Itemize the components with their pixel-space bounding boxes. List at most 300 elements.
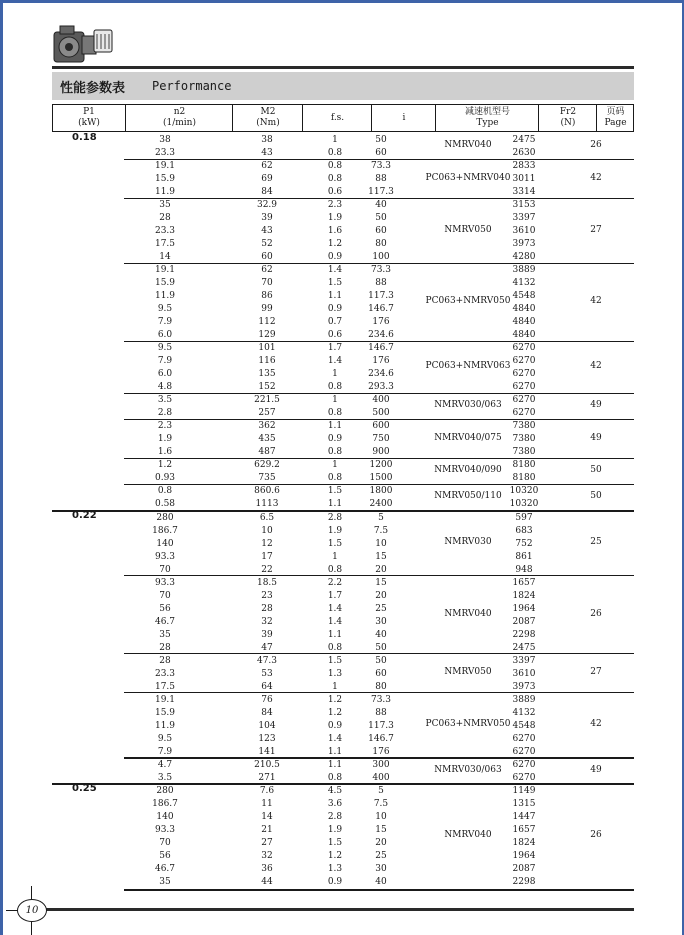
catalog-page: 25 [590,537,602,548]
ratio-cell: 88 [375,174,387,185]
ratio-cell: 25 [375,850,387,861]
fr2-cell: 3397 [512,655,536,666]
fr2-cell: 6270 [512,395,536,406]
m2-cell: 112 [258,317,276,328]
ratio-cell: 40 [375,200,387,211]
n2-cell: 38 [159,135,171,145]
catalog-page: 27 [590,667,602,678]
col-header-fs: f.s. [302,105,372,131]
fs-cell: 1.2 [327,707,343,718]
ratio-cell: 1200 [369,460,393,471]
fs-cell: 1.4 [327,356,343,367]
ratio-cell: 73.3 [370,161,392,172]
fr2-cell: 752 [515,538,533,549]
fs-cell: 0.8 [327,382,343,393]
fr2-cell: 4132 [512,707,536,718]
ratio-cell: 146.7 [368,304,394,315]
power-group-divider [52,510,634,512]
m2-cell: 44 [261,876,273,887]
m2-cell: 69 [261,174,273,185]
m2-cell: 6.5 [259,512,275,523]
ratio-cell: 234.6 [368,330,394,341]
m2-cell: 362 [258,421,276,432]
m2-cell: 221.5 [254,395,280,406]
gearbox-type: NMRV040 [444,140,492,151]
fs-cell: 1.1 [327,291,343,302]
fr2-cell: 4840 [512,330,536,341]
fr2-cell: 3011 [512,174,536,185]
n2-cell: 19.1 [154,265,176,276]
gearbox-type: NMRV030/063 [434,764,502,775]
fr2-cell: 1657 [512,577,536,588]
m2-cell: 36 [261,863,273,874]
fs-cell: 0.6 [327,330,343,341]
fs-cell: 2.2 [327,577,343,588]
m2-cell: 7.6 [259,785,275,796]
n2-cell: 23.3 [154,148,176,159]
fr2-cell: 6270 [512,369,536,380]
ratio-cell: 400 [372,395,390,406]
fr2-cell: 2298 [512,629,536,640]
catalog-page: 50 [590,491,602,502]
gearbox-type: NMRV050 [444,667,492,678]
n2-cell: 70 [159,564,171,575]
ratio-cell: 234.6 [368,369,394,380]
gearbox-type: NMRV050 [444,224,492,235]
ratio-cell: 5 [378,785,384,796]
ratio-cell: 50 [375,135,387,145]
ratio-cell: 73.3 [370,694,392,705]
fr2-cell: 3973 [512,681,536,692]
ratio-cell: 40 [375,629,387,640]
n2-cell: 93.3 [154,577,176,588]
m2-cell: 76 [261,694,273,705]
fs-cell: 0.7 [327,317,343,328]
m2-cell: 43 [261,148,273,159]
fr2-cell: 948 [515,564,533,575]
fs-cell: 1.9 [327,824,343,835]
m2-cell: 18.5 [256,577,278,588]
ratio-cell: 1800 [369,486,393,497]
fr2-cell: 7380 [512,421,536,432]
m2-cell: 28 [261,603,273,614]
n2-cell: 46.7 [154,616,176,627]
catalog-page: 42 [590,296,602,307]
gearbox-logo-icon [52,22,114,64]
m2-cell: 129 [258,330,276,341]
ratio-cell: 7.5 [373,525,389,536]
ratio-cell: 20 [375,590,387,601]
fs-cell: 1 [332,369,338,380]
ratio-cell: 117.3 [368,187,394,198]
m2-cell: 141 [258,746,276,757]
fs-cell: 1.7 [327,343,343,354]
catalog-page: 49 [590,764,602,775]
ratio-cell: 88 [375,707,387,718]
fs-cell: 0.8 [327,473,343,484]
gearbox-type: NMRV030/063 [434,400,502,411]
m2-cell: 629.2 [254,460,280,471]
n2-cell: 140 [156,811,174,822]
fr2-cell: 1447 [512,811,536,822]
fs-cell: 0.8 [327,148,343,159]
fr2-cell: 4840 [512,304,536,315]
m2-cell: 47.3 [256,655,278,666]
page-number: 10 [17,899,47,922]
fr2-cell: 1964 [512,850,536,861]
gearbox-type: NMRV040/090 [434,465,502,476]
fr2-cell: 4548 [512,720,536,731]
n2-cell: 93.3 [154,824,176,835]
ratio-cell: 146.7 [368,733,394,744]
n2-cell: 23.3 [154,226,176,237]
catalog-page: 26 [590,140,602,151]
gearbox-type: PC063+NMRV050 [425,719,511,730]
n2-cell: 6.0 [157,330,173,341]
power-value: 0.22 [72,509,97,521]
fr2-cell: 3397 [512,213,536,224]
fr2-cell: 8180 [512,460,536,471]
m2-cell: 10 [261,525,273,536]
m2-cell: 52 [261,239,273,250]
fs-cell: 0.8 [327,772,343,783]
fs-cell: 0.6 [327,187,343,198]
m2-cell: 210.5 [254,759,280,770]
n2-cell: 1.2 [157,460,173,471]
fr2-cell: 6270 [512,759,536,770]
fs-cell: 1.5 [327,655,343,666]
fs-cell: 1.9 [327,213,343,224]
fs-cell: 1.1 [327,746,343,757]
title-band [52,72,634,100]
fs-cell: 1 [332,460,338,471]
ratio-cell: 60 [375,226,387,237]
fr2-cell: 8180 [512,473,536,484]
n2-cell: 11.9 [154,720,176,731]
fs-cell: 1.5 [327,538,343,549]
m2-cell: 62 [261,265,273,276]
m2-cell: 62 [261,161,273,172]
ratio-cell: 7.5 [373,798,389,809]
ratio-cell: 10 [375,538,387,549]
m2-cell: 487 [258,447,276,458]
fr2-cell: 10320 [509,486,539,497]
ratio-cell: 50 [375,655,387,666]
fs-cell: 1.5 [327,837,343,848]
ratio-cell: 60 [375,668,387,679]
n2-cell: 35 [159,200,171,211]
fs-cell: 1.1 [327,759,343,770]
ratio-cell: 117.3 [368,291,394,302]
fs-cell: 1.4 [327,733,343,744]
left-border [0,0,3,935]
fs-cell: 3.6 [327,798,343,809]
n2-cell: 19.1 [154,694,176,705]
catalog-page: 42 [590,172,602,183]
col-header-p1: P1 (kW) [78,107,100,128]
fs-cell: 1.1 [327,629,343,640]
ratio-cell: 40 [375,876,387,887]
section-title-cn: 性能参数表 [60,81,126,96]
ratio-cell: 176 [372,746,390,757]
catalog-page: 49 [590,400,602,411]
fs-cell: 0.9 [327,252,343,263]
fr2-cell: 2087 [512,616,536,627]
table-bottom-rule [124,889,634,891]
n2-cell: 9.5 [157,304,173,315]
gearbox-type: NMRV030 [444,537,492,548]
fr2-cell: 6270 [512,343,536,354]
fr2-cell: 6270 [512,733,536,744]
m2-cell: 21 [261,824,273,835]
fr2-cell: 3153 [512,200,536,211]
m2-cell: 27 [261,837,273,848]
fs-cell: 1.7 [327,590,343,601]
n2-cell: 93.3 [154,551,176,562]
catalog-page: 49 [590,432,602,443]
catalog-page: 26 [590,829,602,840]
ratio-cell: 146.7 [368,343,394,354]
catalog-page: 50 [590,465,602,476]
n2-cell: 35 [159,629,171,640]
fs-cell: 0.8 [327,447,343,458]
m2-cell: 84 [261,187,273,198]
m2-cell: 104 [258,720,276,731]
ratio-cell: 30 [375,616,387,627]
fr2-cell: 4280 [512,252,536,263]
col-header-type: 减速机型号 Type [435,105,539,131]
n2-cell: 3.5 [157,395,173,406]
m2-cell: 12 [261,538,273,549]
n2-cell: 2.3 [157,421,173,432]
n2-cell: 14 [159,252,171,263]
n2-cell: 280 [156,785,174,796]
ratio-cell: 50 [375,213,387,224]
ratio-cell: 5 [378,512,384,523]
fs-cell: 1.4 [327,616,343,627]
m2-cell: 22 [261,564,273,575]
m2-cell: 70 [261,278,273,289]
fs-cell: 1 [332,135,338,145]
n2-cell: 0.58 [154,499,176,510]
n2-cell: 186.7 [152,798,178,809]
m2-cell: 39 [261,629,273,640]
m2-cell: 23 [261,590,273,601]
fr2-cell: 4548 [512,291,536,302]
col-header-i: i [371,105,436,131]
fr2-cell: 7380 [512,447,536,458]
ratio-cell: 60 [375,148,387,159]
fr2-cell: 3610 [512,226,536,237]
fs-cell: 2.3 [327,200,343,211]
fr2-cell: 3889 [512,694,536,705]
ratio-cell: 176 [372,356,390,367]
ratio-cell: 300 [372,759,390,770]
fr2-cell: 2475 [512,642,536,653]
ratio-cell: 50 [375,642,387,653]
fr2-cell: 6270 [512,382,536,393]
fr2-cell: 6270 [512,772,536,783]
n2-cell: 23.3 [154,668,176,679]
m2-cell: 152 [258,382,276,393]
n2-cell: 0.8 [157,486,173,497]
m2-cell: 60 [261,252,273,263]
fs-cell: 1.3 [327,863,343,874]
fs-cell: 2.8 [327,512,343,523]
fs-cell: 1.2 [327,850,343,861]
m2-cell: 1113 [255,499,279,510]
col-header-fr2: Fr2 (N) [538,105,597,131]
n2-cell: 15.9 [154,707,176,718]
fs-cell: 1.1 [327,499,343,510]
catalog-page: 26 [590,608,602,619]
m2-cell: 47 [261,642,273,653]
ratio-cell: 900 [372,447,390,458]
fr2-cell: 2833 [512,161,536,172]
col-header-m2: M2 (Nm) [232,105,303,131]
n2-cell: 7.9 [157,746,173,757]
fr2-cell: 597 [515,512,533,523]
fs-cell: 0.9 [327,720,343,731]
ratio-cell: 30 [375,863,387,874]
fs-cell: 0.9 [327,876,343,887]
n2-cell: 9.5 [157,733,173,744]
ratio-cell: 600 [372,421,390,432]
catalog-page: 42 [590,361,602,372]
ratio-cell: 73.3 [370,265,392,276]
m2-cell: 435 [258,434,276,445]
gearbox-type: NMRV050/110 [434,491,502,502]
fr2-cell: 2087 [512,863,536,874]
n2-cell: 11.9 [154,187,176,198]
m2-cell: 735 [258,473,276,484]
n2-cell: 17.5 [154,681,176,692]
section-title-en: Performance [152,79,232,93]
n2-cell: 70 [159,837,171,848]
n2-cell: 9.5 [157,343,173,354]
fs-cell: 0.8 [327,408,343,419]
footer-rule [46,908,634,911]
fr2-cell: 1824 [512,837,536,848]
power-value: 0.25 [72,782,97,794]
ratio-cell: 20 [375,837,387,848]
fr2-cell: 1964 [512,603,536,614]
ratio-cell: 15 [375,551,387,562]
n2-cell: 56 [159,850,171,861]
gearbox-type: PC063+NMRV040 [425,172,511,183]
fs-cell: 0.8 [327,564,343,575]
fr2-cell: 4840 [512,317,536,328]
ratio-cell: 88 [375,278,387,289]
ratio-cell: 20 [375,564,387,575]
m2-cell: 99 [261,304,273,315]
n2-cell: 280 [156,512,174,523]
m2-cell: 86 [261,291,273,302]
col-header-page: 页码 Page [596,105,634,131]
fr2-cell: 3314 [512,187,536,198]
n2-cell: 28 [159,655,171,666]
m2-cell: 123 [258,733,276,744]
fs-cell: 1 [332,681,338,692]
n2-cell: 35 [159,876,171,887]
n2-cell: 46.7 [154,863,176,874]
n2-cell: 0.93 [154,473,176,484]
fr2-cell: 6270 [512,408,536,419]
fr2-cell: 861 [515,551,533,562]
m2-cell: 32.9 [256,200,278,211]
fr2-cell: 7380 [512,434,536,445]
m2-cell: 32 [261,616,273,627]
fs-cell: 1.5 [327,486,343,497]
power-value: 0.18 [72,132,97,143]
fr2-cell: 2475 [512,135,536,145]
m2-cell: 101 [258,343,276,354]
ratio-cell: 2400 [369,499,393,510]
fr2-cell: 3973 [512,239,536,250]
ratio-cell: 400 [372,772,390,783]
top-border [0,0,684,3]
m2-cell: 257 [258,408,276,419]
fr2-cell: 2630 [512,148,536,159]
fs-cell: 1.2 [327,694,343,705]
fs-cell: 1.5 [327,278,343,289]
fr2-cell: 3889 [512,265,536,276]
ratio-cell: 15 [375,824,387,835]
n2-cell: 28 [159,213,171,224]
ratio-cell: 80 [375,681,387,692]
catalog-page: 27 [590,224,602,235]
fr2-cell: 6270 [512,356,536,367]
n2-cell: 70 [159,590,171,601]
fs-cell: 1.4 [327,603,343,614]
fr2-cell: 1315 [512,798,536,809]
fs-cell: 0.8 [327,174,343,185]
ratio-cell: 1500 [369,473,393,484]
ratio-cell: 100 [372,252,390,263]
fs-cell: 0.8 [327,161,343,172]
title-rule [52,66,634,69]
fs-cell: 0.9 [327,304,343,315]
m2-cell: 11 [261,798,273,809]
ratio-cell: 15 [375,577,387,588]
n2-cell: 4.8 [157,382,173,393]
fs-cell: 2.8 [327,811,343,822]
fs-cell: 1.9 [327,525,343,536]
n2-cell: 186.7 [152,525,178,536]
n2-cell: 3.5 [157,772,173,783]
m2-cell: 38 [261,135,273,145]
fs-cell: 0.8 [327,642,343,653]
ratio-cell: 10 [375,811,387,822]
m2-cell: 14 [261,811,273,822]
m2-cell: 116 [258,356,276,367]
fr2-cell: 6270 [512,746,536,757]
n2-cell: 56 [159,603,171,614]
n2-cell: 19.1 [154,161,176,172]
fr2-cell: 1657 [512,824,536,835]
power-group-divider [52,783,634,785]
n2-cell: 15.9 [154,174,176,185]
fr2-cell: 1149 [512,785,536,796]
fr2-cell: 2298 [512,876,536,887]
m2-cell: 17 [261,551,273,562]
gearbox-type: NMRV040/075 [434,432,502,443]
n2-cell: 1.6 [157,447,173,458]
fs-cell: 1.3 [327,668,343,679]
fr2-cell: 4132 [512,278,536,289]
gearbox-type: NMRV040 [444,608,492,619]
fs-cell: 1.4 [327,265,343,276]
